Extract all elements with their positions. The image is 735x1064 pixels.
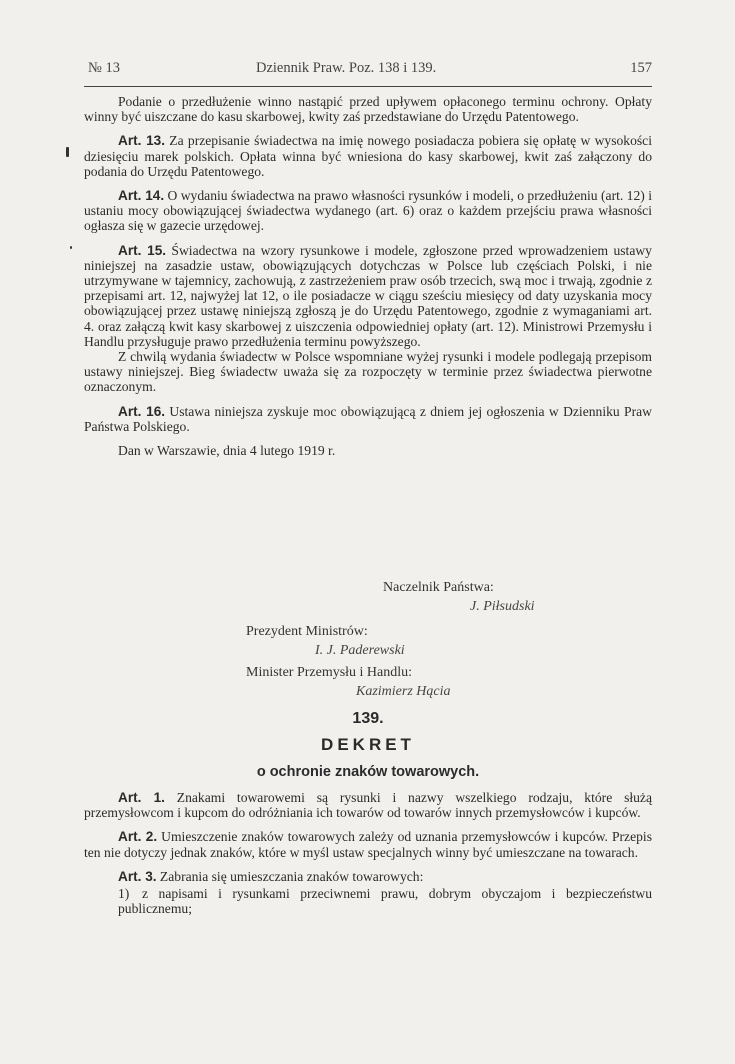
- article-15: [84, 243, 652, 349]
- decree-subtitle: o ochronie znaków towarowych.: [256, 764, 480, 780]
- scan-mark: [66, 147, 69, 157]
- article-text: Zabrania się umieszczania znaków towarowych:: [156, 868, 424, 884]
- signature-role-minister-industry: Minister Przemysłu i Handlu:: [246, 665, 413, 680]
- decree-article-2: [84, 829, 652, 859]
- article-label: Art. 13.: [118, 133, 165, 149]
- list-item: [118, 886, 652, 916]
- scan-mark: [70, 246, 72, 249]
- paragraph: [84, 94, 652, 124]
- article-text: Umieszczenie znaków towarowych zależy od uznania przemysłowców i kupców. Przepis ten nie dotyczy jednak znaków, które w myśl ustaw specjalnych winny być umieszczane na towarach.: [84, 829, 652, 860]
- article-15-continued: [84, 349, 652, 395]
- article-label: Art. 3.: [118, 868, 157, 884]
- article-text: O wydaniu świadectwa na prawo własności rysunków i modeli, o przedłużeniu (art. 12) i ustaniu mocy obowiązującej świadectwa wydanego (art. 6) oraz o każdem przejściu prawa własności ogłasza się w gazecie urzędowej.: [84, 188, 652, 234]
- signature-name-hacia: Kazimierz Hącia: [356, 684, 451, 699]
- signature-name-paderewski: I. J. Paderewski: [315, 643, 405, 658]
- decree-number: 139.: [352, 710, 384, 727]
- article-label: Art. 1.: [118, 790, 165, 805]
- article-label: Art. 2.: [118, 829, 158, 845]
- decree-article-3: [84, 869, 652, 884]
- paragraph-text: Podanie o przedłużenie winno nastąpić przed upływem opłaconego terminu ochrony. Opłaty winny być uiszczane do kasu skarbowej, kwity zaś przedstawiane do Urzędu Patentowego.: [84, 94, 652, 125]
- article-13: [84, 133, 652, 179]
- signature-name-pilsudski: J. Piłsudski: [470, 599, 535, 614]
- article-label: Art. 16.: [118, 403, 166, 419]
- list-text: z napisami i rysunkami przeciwnemi prawu, dobrym obyczajom i bezpieczeństwu publicznemu;: [118, 886, 652, 917]
- date-line: [84, 443, 652, 458]
- article-text: Świadectwa na wzory rysunkowe i modele, zgłoszone przed wprowadzeniem ustawy niniejszej na zasadzie ustaw, obowiązujących dotychczas w Polsce lub częściach Polski, i nie utrzymywane w tajemnicy, zachowują, z zastrzeżeniem praw osób trzecich, swą moc i trwają, zgodnie z przepisami art. 12, najwyżej lat 12, o ile posiadacze w ciągu sześciu miesięcy od daty uzyskania mocy obowiązującej przez ustawę niniejszą zgłoszą je do Urzędu Patentowego, zgodnie z wymaganiami art. 4. oraz załączą kwit kasy skarbowej z uiszczenia odpowiedniej opłaty (art. 12). Ministrowi Przemysłu i Handlu przysługuje prawo przedłużenia terminu powyższego.: [84, 242, 652, 349]
- article-text: Ustawa niniejsza zyskuje moc obowiązującą z dniem jej ogłoszenia w Dzienniku Praw Państwa Polskiego.: [84, 403, 652, 434]
- paragraph-text: Z chwilą wydania świadectw w Polsce wspomniane wyżej rysunki i modele podlegają przepisom ustawy niniejszej. Bieg świadectw uważa się za rozpoczęty w terminie przez świadectwa pierwotne oznaczonym.: [84, 349, 652, 395]
- article-14: [84, 188, 652, 234]
- header-rule: [84, 86, 652, 87]
- decree-title: DEKRET: [321, 735, 415, 754]
- issue-number: № 13: [88, 60, 120, 76]
- decree-text: [84, 790, 652, 916]
- article-label: Art. 14.: [118, 188, 165, 204]
- list-number: 1): [118, 886, 130, 902]
- article-text: Za przepisanie świadectwa na imię nowego posiadacza pobiera się opłatę w wysokości dziesięciu marek polskich. Opłata winna być wniesiona do kasy skarbowej, kwit zaś załączony do podania do Urzędu Patentowego.: [84, 133, 652, 179]
- article-16: [84, 404, 652, 434]
- date-text: Dan w Warszawie, dnia 4 lutego 1919 r.: [118, 443, 336, 459]
- signature-role-head-of-state: Naczelnik Państwa:: [383, 580, 494, 595]
- page-number: 157: [630, 60, 652, 76]
- page-header: [84, 60, 652, 82]
- signature-role-prime-minister: Prezydent Ministrów:: [246, 624, 368, 639]
- main-text: [84, 94, 652, 467]
- journal-reference: Dziennik Praw. Poz. 138 i 139.: [256, 60, 437, 76]
- article-label: Art. 15.: [118, 242, 167, 258]
- decree-article-1: [84, 790, 652, 820]
- article-text: Znakami towarowemi są rysunki i nazwy wszelkiego rodzaju, które służą przemysłowcom i kupcom do odróżniania ich towarów od towarów innych przemysłowców i kupców.: [84, 790, 652, 821]
